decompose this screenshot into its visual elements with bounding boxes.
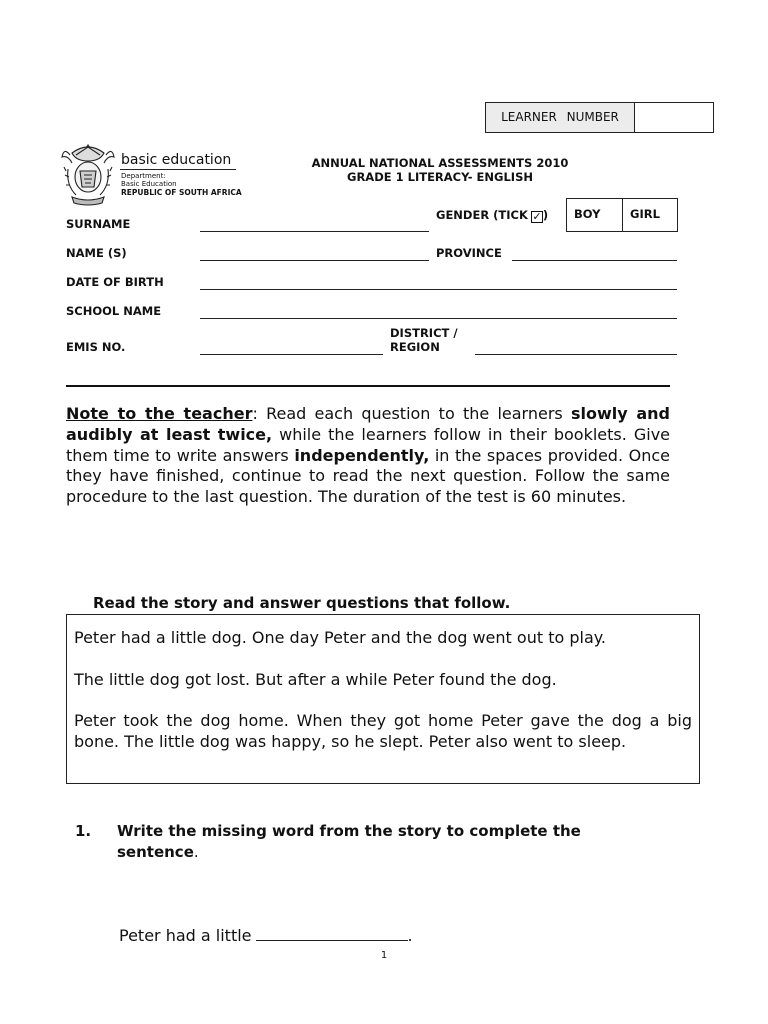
fill-prompt: Peter had a little bbox=[119, 926, 252, 945]
names-label: NAME (S) bbox=[66, 246, 127, 260]
surname-label: SURNAME bbox=[66, 217, 131, 231]
question-text-end: . bbox=[193, 843, 199, 861]
story-paragraph: Peter took the dog home. When they got home Peter gave the dog a big bone. The little dog was happy, so he slept. Peter also went to sleep. bbox=[74, 711, 692, 751]
logo-department-name: Basic Education bbox=[121, 180, 177, 188]
region-label: REGION bbox=[390, 340, 440, 354]
district-field[interactable] bbox=[475, 354, 677, 355]
note-text-3: in the spaces provided. Once they have finished, continue to read the next question. Follow the same procedure to the last question. The duration of the test is 60 minutes. bbox=[66, 445, 671, 507]
gender-girl-option[interactable]: GIRL bbox=[630, 207, 660, 221]
question-text-main: Write the missing word from the story to complete the sentence bbox=[117, 822, 581, 861]
surname-field[interactable] bbox=[200, 231, 429, 232]
fill-in-sentence bbox=[119, 925, 413, 946]
story-instruction: Read the story and answer questions that follow. bbox=[93, 594, 511, 612]
gender-label bbox=[436, 208, 548, 222]
question-text bbox=[117, 821, 597, 863]
story-box bbox=[66, 614, 700, 784]
gender-label-text: GENDER (TICK bbox=[436, 208, 528, 222]
gender-label-close: ) bbox=[542, 208, 549, 222]
gender-options bbox=[566, 198, 678, 232]
emis-label: EMIS NO. bbox=[66, 340, 126, 354]
question-number: 1. bbox=[75, 822, 92, 840]
story-paragraph: The little dog got lost. But after a while Peter found the dog. bbox=[74, 669, 557, 689]
learner-number-field[interactable] bbox=[635, 103, 713, 132]
page-number: 1 bbox=[380, 950, 388, 961]
logo-title: basic education bbox=[121, 152, 232, 168]
note-heading: Note to the teacher bbox=[66, 404, 253, 423]
teacher-note bbox=[66, 404, 670, 508]
note-bold-2: independently, bbox=[294, 445, 430, 465]
province-field[interactable] bbox=[512, 260, 677, 261]
answer-blank[interactable] bbox=[256, 925, 408, 941]
note-text-1: : Read each question to the learners bbox=[252, 404, 571, 423]
checkbox-tick-icon: ✓ bbox=[532, 210, 542, 223]
gender-boy-option[interactable]: BOY bbox=[567, 199, 623, 231]
note-text-2: while the learners follow in their booklets. Give them time to write answers bbox=[66, 424, 671, 465]
assessment-title: ANNUAL NATIONAL ASSESSMENTS 2010 bbox=[311, 156, 569, 170]
dob-label: DATE OF BIRTH bbox=[66, 275, 164, 289]
learner-number-box bbox=[485, 102, 714, 133]
school-name-label: SCHOOL NAME bbox=[66, 304, 162, 318]
logo-underline bbox=[120, 169, 236, 170]
district-label: DISTRICT / bbox=[390, 326, 458, 340]
learner-number-label: LEARNER NUMBER bbox=[486, 103, 635, 132]
names-field[interactable] bbox=[200, 260, 429, 261]
fill-prompt-end: . bbox=[407, 926, 413, 945]
section-divider bbox=[66, 385, 670, 387]
logo-country: REPUBLIC OF SOUTH AFRICA bbox=[121, 188, 242, 197]
grade-subject: GRADE 1 LITERACY- ENGLISH bbox=[347, 170, 533, 184]
note-bold-1: slowly and audibly at least twice, bbox=[66, 404, 671, 444]
dob-field[interactable] bbox=[200, 289, 677, 290]
school-name-field[interactable] bbox=[200, 318, 677, 319]
province-label: PROVINCE bbox=[436, 246, 502, 260]
emis-field[interactable] bbox=[200, 354, 383, 355]
logo-department: Department: bbox=[121, 172, 166, 180]
coat-of-arms-icon bbox=[60, 141, 116, 207]
story-paragraph: Peter had a little dog. One day Peter and the dog went out to play. bbox=[74, 628, 607, 647]
